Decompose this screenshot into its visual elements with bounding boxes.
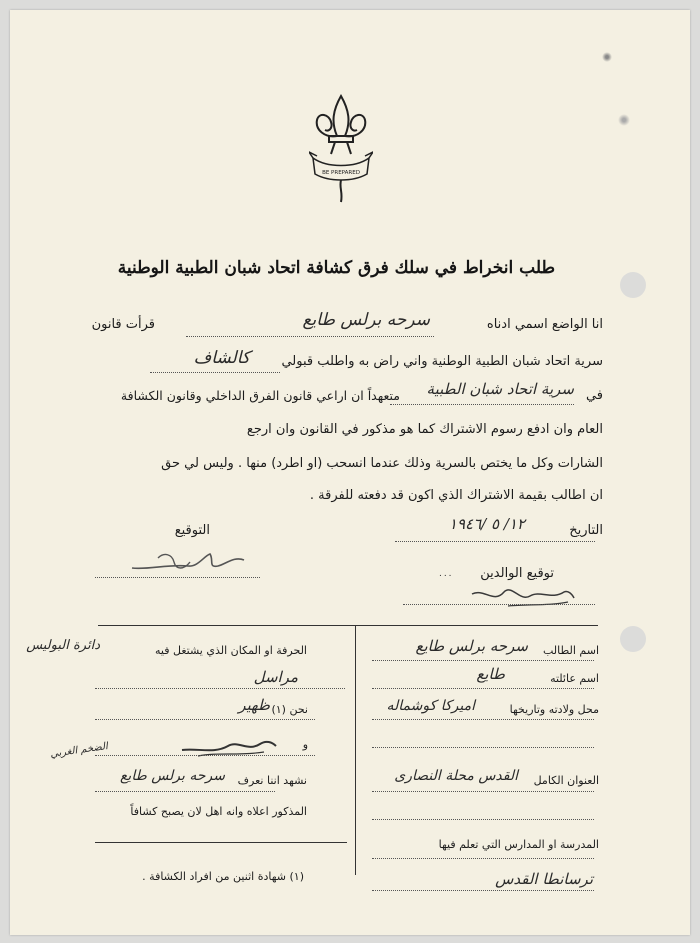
address-label: العنوان الكامل — [533, 774, 599, 787]
student-name-label: اسم الطالب — [542, 644, 599, 657]
form-title: طلب انخراط في سلك فرق كشافة اتحاد شبان الطبية الوطنية — [117, 258, 555, 278]
paper-speck — [602, 52, 612, 62]
emblem-motto: BE PREPARED — [322, 170, 360, 176]
school-label: المدرسة او المدارس التي تعلم فيها — [438, 838, 599, 851]
address-line-2 — [372, 819, 594, 820]
society-line — [390, 404, 574, 405]
date-line — [395, 541, 595, 542]
birth-line-2 — [372, 747, 594, 748]
punch-hole-top — [620, 272, 646, 298]
occupation-line — [95, 688, 345, 689]
testify-value: سرحه برلس طايع — [119, 768, 225, 784]
applicant-name-line — [186, 336, 434, 337]
we-label: نحن (١) — [271, 703, 308, 716]
punch-hole-bottom — [620, 626, 646, 652]
footnote-rule — [95, 842, 347, 843]
occupation-value: دائرة البوليس — [26, 638, 100, 653]
testify-line — [95, 791, 275, 792]
body-line3-prefix: في — [585, 388, 603, 403]
troop-fill: كالشاف — [193, 348, 250, 368]
family-name-label: اسم عائلته — [550, 672, 599, 685]
school-line-2 — [372, 890, 594, 891]
witness2-signature — [178, 732, 278, 764]
footnote: (١) شهادة اثنين من افراد الكشافة . — [142, 870, 304, 883]
student-name-line — [372, 660, 594, 661]
applicant-name-fill: سرحه برلس طايع — [302, 310, 430, 330]
testify-label: نشهد اننا نعرف — [237, 774, 307, 787]
parents-signature — [468, 578, 578, 614]
scout-fleur-de-lis-emblem — [309, 92, 373, 207]
signature-line — [95, 577, 260, 578]
column-divider — [355, 625, 356, 875]
body-line3-rest: متعهداً ان اراعي قانون الفرق الداخلي وقانون الكشافة — [120, 388, 400, 403]
parents-signature-label: توقيع الوالدين — [480, 566, 554, 581]
body-line4: العام وان ادفع رسوم الاشتراك كما هو مذكور في القانون وان ارجع — [246, 422, 603, 437]
address-line — [372, 791, 594, 792]
body-line6: ان اطالب بقيمة الاشتراك الذي اكون قد دفعته للفرقة . — [309, 488, 603, 503]
body-line5: الشارات وكل ما يختص بالسرية وذلك عندما انسحب (او اطرد) منها . وليس لي حق — [161, 456, 603, 471]
body-line2: سرية اتحاد شبان الطبية الوطنية واني راض به واطلب قبولي — [281, 354, 603, 369]
witness2-margin-note: الضخم الغربي — [49, 741, 109, 760]
section-divider — [98, 625, 598, 626]
body-line1-suffix: قرأت قانون — [91, 317, 155, 332]
birth-value: اميركا كوشماله — [386, 698, 475, 714]
occupation-label: الحرفة او المكان الذي يشتغل فيه — [155, 644, 307, 657]
student-name-value: سرحه برلس طايع — [415, 637, 528, 655]
school-value: ترسانطا القدس — [495, 870, 593, 888]
birth-line — [372, 719, 594, 720]
and-label: و — [302, 738, 308, 751]
signature-label: التوقيع — [174, 523, 210, 538]
witness2-line — [95, 755, 315, 756]
school-line — [372, 858, 594, 859]
family-name-value: طايع — [476, 665, 505, 683]
body-line1-prefix: انا الواضع اسمي ادناه — [486, 317, 603, 332]
fleur-de-lis-icon — [309, 92, 373, 207]
paper-speck — [618, 114, 630, 126]
troop-line — [150, 372, 280, 373]
date-value: ١٢/ ٥ /١٩٤٦ — [448, 515, 525, 533]
address-value: القدس محلة النصارى — [394, 768, 518, 784]
birth-label: محل ولادته وتاريخها — [509, 703, 599, 716]
occupation-value-2: مراسل — [253, 668, 298, 686]
society-fill: سرية اتحاد شبان الطبية — [426, 380, 574, 398]
family-name-line — [372, 688, 594, 689]
mentioned-label: المذكور اعلاه وانه اهل لان يصبح كشافاً — [130, 805, 307, 818]
witness1-value: ظهير — [238, 696, 270, 714]
date-label: التاريخ — [569, 523, 603, 538]
application-form-sheet — [10, 10, 690, 935]
parents-signature-line — [403, 604, 595, 605]
parents-signature-dots: ٠٠٠ — [438, 571, 453, 581]
witness1-line — [95, 719, 315, 720]
